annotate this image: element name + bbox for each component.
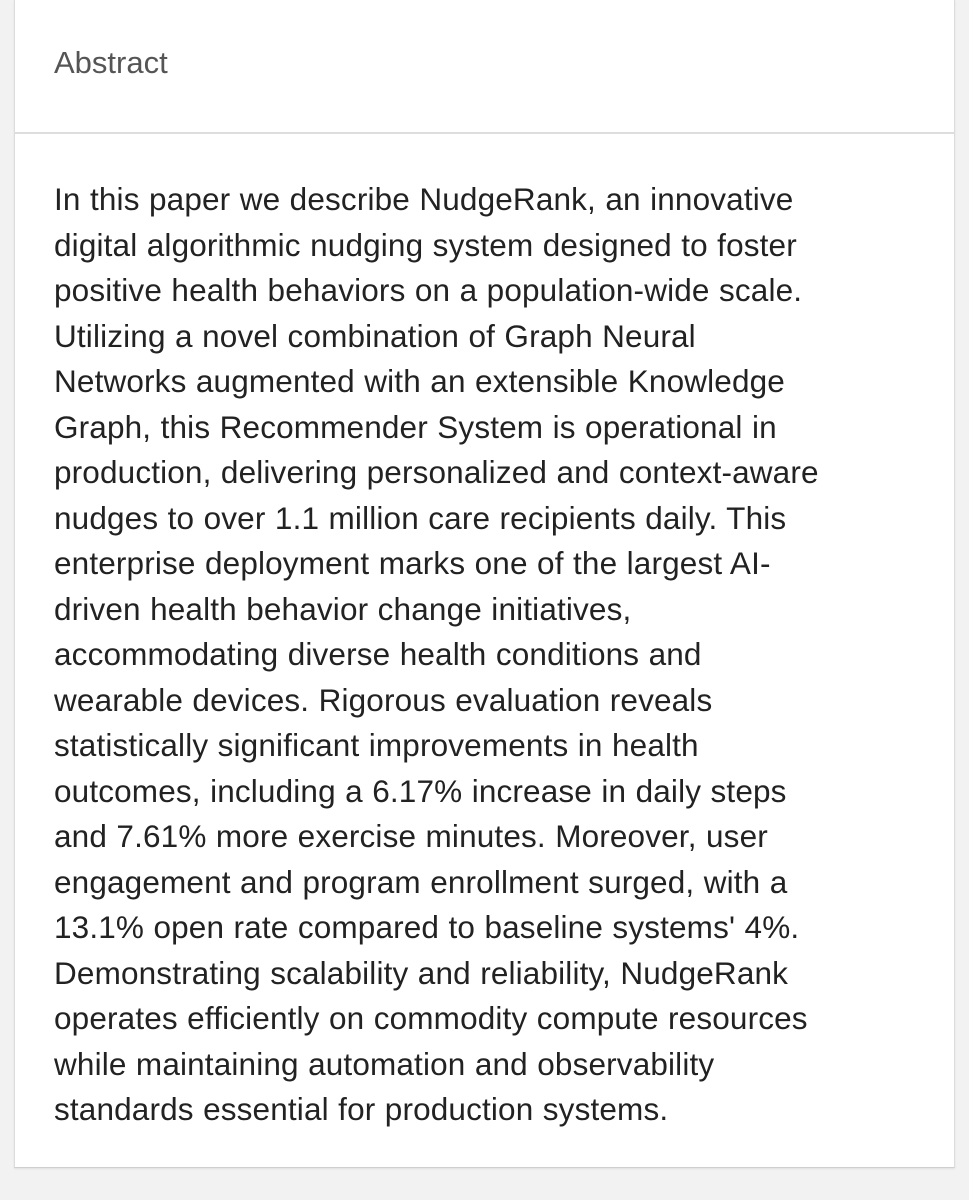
abstract-line: operates efficiently on commodity compute resources — [54, 1000, 808, 1036]
abstract-line: wearable devices. Rigorous evaluation reveals — [54, 681, 713, 718]
abstract-line: In this paper we describe NudgeRank, an innovative — [54, 181, 794, 217]
card-header — [15, 0, 954, 134]
abstract-line: standards essential for production systems. — [54, 1091, 669, 1127]
section-title: Abstract — [54, 45, 168, 80]
abstract-body — [54, 177, 934, 1133]
abstract-paragraph — [54, 177, 934, 1133]
abstract-line: production, delivering personalized and context-aware — [54, 454, 819, 490]
abstract-line: engagement and program enrollment surged, with a — [54, 863, 788, 900]
abstract-line: statistically significant improvements in health — [54, 727, 699, 763]
abstract-line: outcomes, including a 6.17% increase in daily steps — [54, 772, 787, 809]
abstract-line: while maintaining automation and observability — [54, 1045, 715, 1082]
abstract-line: enterprise deployment marks one of the largest AI- — [54, 545, 771, 581]
abstract-line: driven health behavior change initiatives, — [54, 590, 632, 627]
abstract-card — [14, 0, 955, 1168]
abstract-line: and 7.61% more exercise minutes. Moreover, user — [54, 818, 768, 854]
abstract-line: digital algorithmic nudging system designed to foster — [54, 226, 797, 263]
abstract-line: accommodating diverse health conditions and — [54, 636, 702, 672]
abstract-line: Utilizing a novel combination of Graph Neural — [54, 317, 696, 354]
abstract-line: Networks augmented with an extensible Knowledge — [54, 363, 785, 399]
abstract-line: nudges to over 1.1 million care recipients daily. This — [54, 499, 787, 536]
abstract-line: Demonstrating scalability and reliability, NudgeRank — [54, 954, 789, 991]
abstract-line: Graph, this Recommender System is operational in — [54, 408, 777, 445]
abstract-line: positive health behaviors on a population-wide scale. — [54, 272, 803, 308]
abstract-line: 13.1% open rate compared to baseline systems' 4%. — [54, 909, 800, 945]
